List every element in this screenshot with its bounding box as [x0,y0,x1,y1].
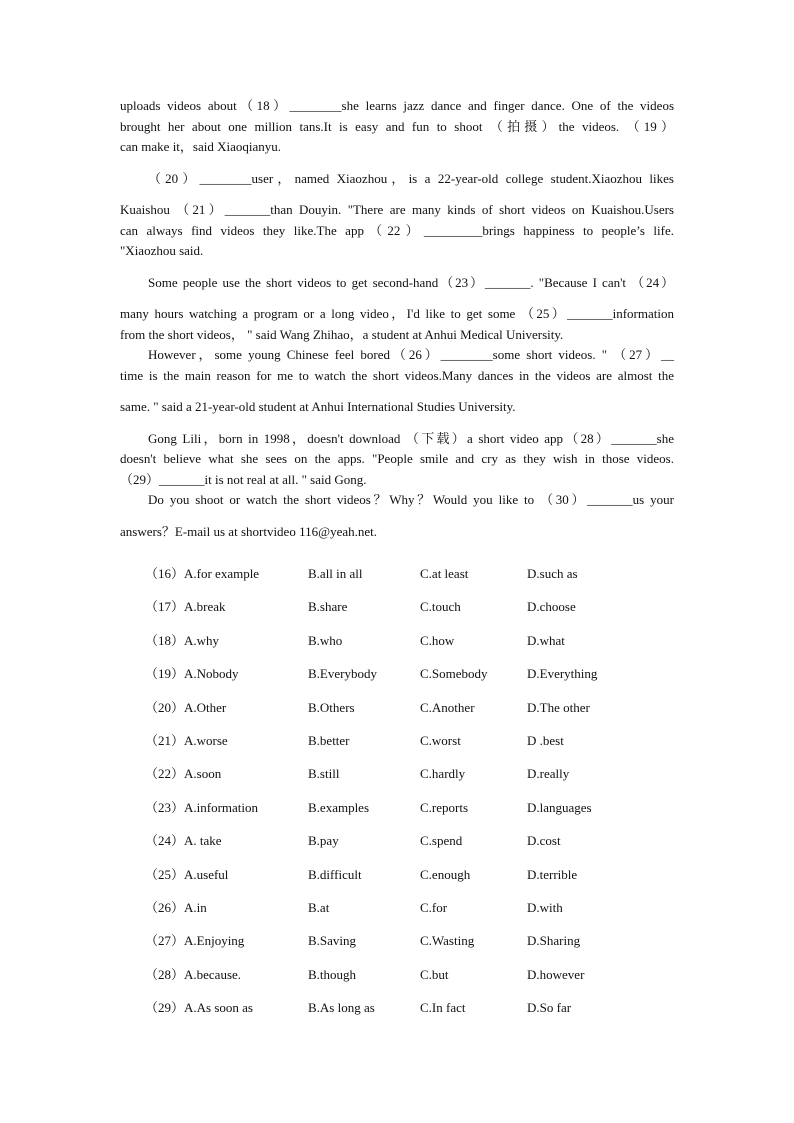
option-b: B.difficult [308,866,362,882]
option-c: C.touch [420,599,461,615]
option-d: D.such as [527,566,578,581]
passage [120,96,674,542]
option-b: B.Everybody [308,666,377,682]
option-b: B.share [308,599,348,615]
option-c: C.In fact [420,1000,466,1016]
paragraph-1 [120,96,674,158]
option-c: C.how [420,632,455,648]
text-line: However，some young Chinese feel bored（26）________some short videos. " （27）__ [148,347,674,362]
option-b: B.examples [308,799,370,815]
option-row [145,731,705,764]
option-c: C.Another [420,699,475,715]
option-c: C.enough [420,866,471,882]
option-row [145,931,705,964]
paragraph-2 [120,169,674,190]
text-line: brought her about one million tans.It is easy and fun to shoot （拍摄）the videos. （19） [120,118,674,134]
option-a: （19）A.Nobody [145,666,239,682]
option-d: D.languages [527,799,592,815]
text-line: Kuaishou （21）_______than Douyin. "There are many kinds of short videos on Kuaishou.Users [120,202,674,217]
option-d: D.Sharing [527,933,581,949]
option-a: （23）A.information [145,799,259,815]
option-a: （25）A.useful [145,866,229,882]
text-line: same. " said a 21-year-old student at Anhui International Studies University. [120,399,516,414]
option-b: B.at [308,899,330,915]
option-d: D.Everything [527,666,598,682]
option-a: （27）A.Enjoying [145,933,245,949]
option-row [145,698,705,731]
option-c: C.but [420,966,449,982]
option-row [145,965,705,998]
text-line: many hours watching a program or a long video，I'd like to get some （25）_______information [120,306,674,321]
text-line: Do you shoot or watch the short videos？Why？Would you like to （30）_______us your [148,492,674,507]
option-d: D.what [527,632,565,648]
paragraph-3-cont [120,304,674,345]
option-a: （21）A.worse [145,732,228,748]
paragraph-5-cont [120,522,674,543]
option-c: C.spend [420,833,463,849]
option-c: C.hardly [420,766,466,782]
text-line: can make it，said Xiaoqianyu. [120,139,282,154]
option-d: D.terrible [527,866,578,882]
option-a: （22）A.soon [145,766,222,782]
text-line: can always find videos they like.The app（22）_________brings happiness to people’s life. [120,222,674,238]
option-b: B.though [308,966,357,982]
option-row [145,898,705,931]
option-a: （24）A. take [145,833,222,849]
option-d: D .best [527,732,564,748]
text-line: time is the main reason for me to watch the short videos.Many dances in the videos are almost the [120,367,674,383]
text-line: "Xiaozhou said. [120,243,204,258]
option-b: B.better [308,732,350,748]
paragraph-4 [120,345,674,386]
text-line: Some people use the short videos to get second-hand（23）_______. "Because I can't （24） [148,274,674,290]
option-a: （18）A.why [145,632,220,648]
option-row [145,597,705,630]
option-row [145,998,705,1031]
option-b: B.Others [308,699,355,715]
option-c: C.for [420,899,448,915]
option-row [145,865,705,898]
option-d: D.choose [527,599,576,615]
option-c: C.reports [420,799,469,815]
option-b: B.As long as [308,1000,375,1016]
option-d: D.cost [527,833,561,849]
option-row [145,564,705,597]
paragraph-4-cont [120,397,674,418]
text-line: （20）________user，named Xiaozhou，is a 22-year-old college student.Xiaozhou likes [148,170,674,186]
option-b: B.Saving [308,933,357,949]
text-line: uploads videos about（18）________she learns jazz dance and finger dance. One of the videos [120,98,674,113]
option-a: （16）A.for example [145,566,260,581]
paragraph-5 [120,429,674,511]
option-a: （26）A.in [145,899,207,915]
option-a: （28）A.because. [145,966,242,982]
option-row [145,631,705,664]
paragraph-2-cont [120,200,674,262]
option-b: B.who [308,632,343,648]
option-a: （29）A.As soon as [145,1000,253,1016]
option-d: D.however [527,966,585,982]
option-row [145,764,705,797]
option-b: B.still [308,766,340,782]
option-row [145,798,705,831]
option-row [145,831,705,864]
option-d: D.So far [527,1000,572,1016]
text-line: （29）_______it is not real at all. " said Gong. [120,471,367,487]
text-line: doesn't believe what she sees on the apps. "People smile and cry as they wish in those videos. [120,451,674,466]
option-d: D.The other [527,699,590,715]
answer-options [145,564,705,1031]
option-c: C.Somebody [420,666,488,682]
option-b: B.all in all [308,566,363,581]
option-row [145,664,705,697]
option-c: C.at least [420,566,469,581]
text-line: answers？E-mail us at shortvideo 116@yeah.net. [120,523,377,539]
option-a: （20）A.Other [145,699,227,715]
option-b: B.pay [308,833,339,849]
option-c: C.Wasting [420,933,475,949]
option-d: D.with [527,899,563,915]
text-line: from the short videos， " said Wang Zhihao，a student at Anhui Medical University. [120,326,564,342]
text-line: Gong Lili，born in 1998，doesn't download （下载）a short video app（28）_______she [148,430,674,446]
option-a: （17）A.break [145,599,226,615]
option-d: D.really [527,766,570,782]
paragraph-3 [120,273,674,294]
option-c: C.worst [420,732,461,748]
